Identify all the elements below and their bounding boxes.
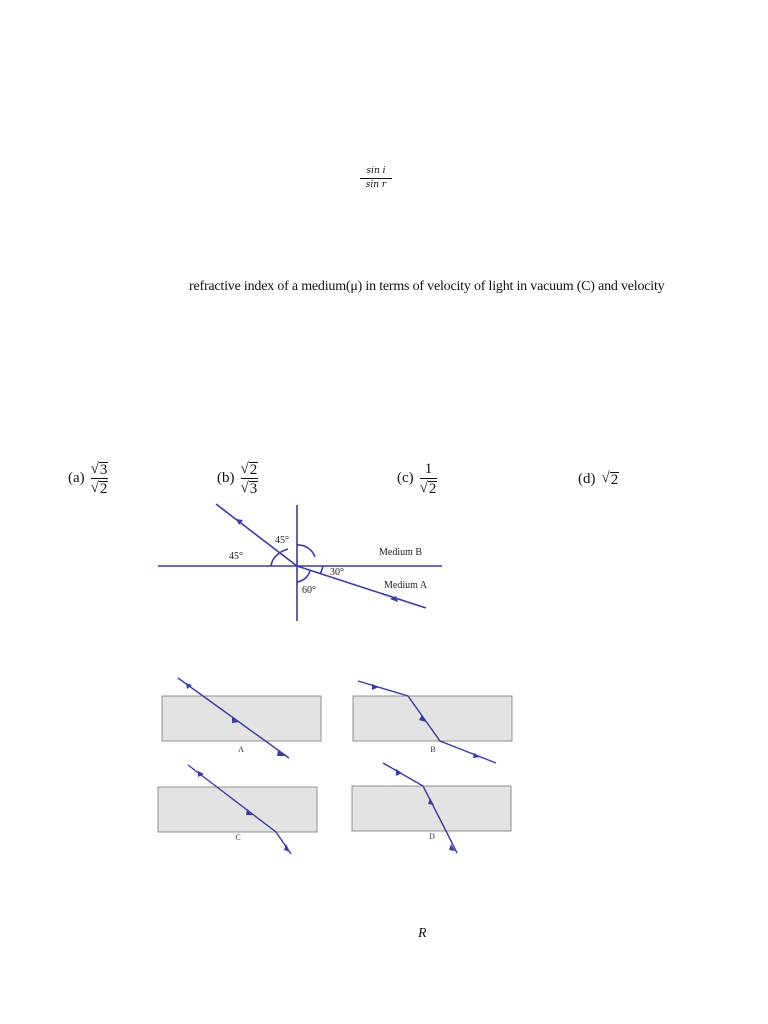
angle-arc-right <box>320 566 323 574</box>
refraction-diagram <box>150 495 450 630</box>
option-a-label: (a) <box>68 470 85 486</box>
option-c-denominator: 2 <box>428 481 437 497</box>
slab-options-diagram <box>150 670 520 865</box>
option-d: (d) √ 2 <box>578 470 619 488</box>
option-a-numerator: 3 <box>99 462 108 478</box>
angle-arc-bottom <box>297 571 310 582</box>
option-b <box>217 460 258 497</box>
slab-a <box>162 696 321 741</box>
option-b-denominator: 3 <box>249 481 258 497</box>
arrowhead-a3 <box>277 750 285 756</box>
option-c-label: (c) <box>397 470 414 486</box>
option-b-label: (b) <box>217 470 235 486</box>
angle-arc-top <box>297 545 315 557</box>
medium-b-label: Medium B <box>379 547 423 558</box>
fraction-bar <box>360 178 392 179</box>
option-a-fraction: √ 3 √ 2 <box>90 461 108 497</box>
formula-numerator: sin i <box>366 166 386 176</box>
slab-label-d: D <box>429 832 435 841</box>
option-b-numerator: 2 <box>249 462 258 478</box>
slab-label-a: A <box>238 745 244 754</box>
slab-c <box>158 787 317 832</box>
option-c-fraction: 1 √ 2 <box>419 461 437 497</box>
angle-label-top: 45° <box>275 535 289 546</box>
option-d-value: 2 <box>610 472 619 488</box>
angle-label-right: 30° <box>330 567 344 578</box>
option-b-fraction: √ 2 √ 3 <box>240 461 258 497</box>
arrowhead-b1 <box>372 684 379 690</box>
option-a-denominator: 2 <box>99 481 108 497</box>
formula-denominator: sin r <box>365 180 387 190</box>
medium-a-label: Medium A <box>384 580 428 591</box>
question-text: refractive index of a medium(μ) in terms of velocity of light in vacuum (C) and velocity <box>189 279 665 294</box>
slab-label-c: C <box>235 833 241 842</box>
sine-ratio-formula <box>356 166 396 191</box>
slab-d <box>352 786 511 831</box>
footer-letter: R <box>418 926 427 941</box>
arrowhead-d1 <box>396 769 402 776</box>
slab-label-b: B <box>430 745 436 754</box>
option-a <box>68 460 108 497</box>
angle-label-left: 45° <box>229 551 243 562</box>
angle-label-bottom: 60° <box>302 585 316 596</box>
option-d-label: (d) <box>578 470 596 487</box>
slab-b <box>353 696 512 741</box>
option-c-numerator: 1 <box>424 461 433 477</box>
option-c <box>397 460 437 497</box>
